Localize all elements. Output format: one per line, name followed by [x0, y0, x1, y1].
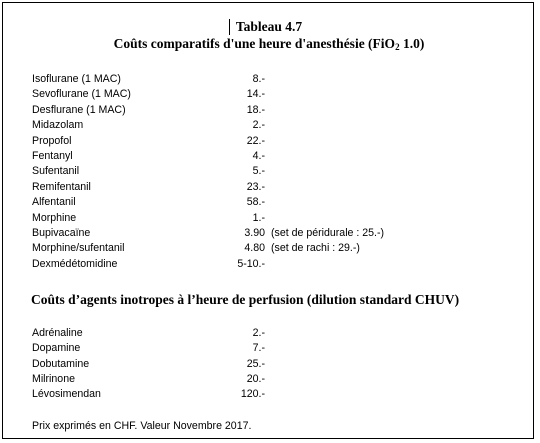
- list-item: [3, 226, 535, 241]
- list-item: [3, 134, 535, 149]
- list-item: [3, 357, 535, 372]
- list-item: [3, 372, 535, 387]
- drug-name: Alfentanil: [32, 196, 76, 209]
- drug-name: Propofol: [32, 134, 72, 147]
- list-item: [3, 241, 535, 256]
- drug-price: 2.-: [252, 119, 265, 132]
- drug-price: 23.-: [246, 180, 265, 193]
- drug-name: Isoflurane (1 MAC): [32, 73, 121, 85]
- drug-name: Dexmédétomidine: [32, 257, 118, 270]
- list-item: [3, 118, 535, 133]
- drug-name: Adrénaline: [32, 327, 83, 339]
- list-item: [3, 180, 535, 195]
- list-item: [3, 103, 535, 118]
- table-title: [3, 36, 535, 52]
- drug-price: 18.-: [246, 103, 265, 116]
- drug-name: Sufentanil: [32, 165, 80, 178]
- drug-price: 2.-: [252, 327, 265, 339]
- drug-price: 1.-: [252, 211, 265, 224]
- list-item: [3, 257, 535, 272]
- drug-name: Bupivacaïne: [32, 227, 91, 239]
- drug-price: 4.80: [244, 242, 265, 255]
- drug-name: Milrinone: [32, 372, 75, 385]
- drug-price: 8.-: [252, 73, 265, 85]
- drug-name: Desflurane (1 MAC): [32, 103, 126, 116]
- drug-price: 58.-: [246, 196, 265, 209]
- list-item: [3, 72, 535, 87]
- list-item: [3, 341, 535, 356]
- inotropes-title: Coûts d’agents inotropes à l’heure de perfusion (dilution standard CHUV): [31, 292, 460, 307]
- list-item: [3, 326, 535, 341]
- drug-name: Midazolam: [32, 119, 84, 132]
- drug-price: 25.-: [246, 357, 265, 370]
- drug-price: 7.-: [252, 342, 265, 355]
- drug-price: 4.-: [252, 150, 265, 162]
- drug-name: Morphine: [32, 211, 77, 224]
- table-frame: [2, 2, 534, 439]
- drug-price: 3.90: [244, 227, 265, 239]
- drug-price: 14.-: [246, 88, 265, 101]
- list-item: [3, 211, 535, 226]
- list-item: [3, 195, 535, 210]
- drug-price: 22.-: [246, 134, 265, 147]
- list-item: [3, 149, 535, 164]
- list-item: [3, 164, 535, 179]
- table-title-subscript: 2: [395, 42, 400, 52]
- drug-note: (set de rachi : 29.-): [271, 242, 360, 255]
- table-title-text: Coûts comparatifs d'une heure d'anesthésie (FiO: [113, 36, 396, 51]
- drug-price: 5-10.-: [237, 257, 265, 270]
- drug-price: 120.-: [240, 388, 265, 401]
- drug-name: Fentanyl: [32, 150, 73, 162]
- list-item: [3, 387, 535, 402]
- drug-name: Morphine/sufentanil: [32, 242, 125, 255]
- drug-name: Sevoflurane (1 MAC): [32, 88, 131, 101]
- table-title-suffix: 1.0): [399, 36, 425, 51]
- drug-name: Remifentanil: [32, 180, 91, 193]
- drug-name: Lévosimendan: [32, 388, 101, 401]
- list-item: [3, 87, 535, 102]
- drug-note: (set de péridurale : 25.-): [271, 227, 385, 239]
- table-number: Tableau 4.7: [235, 19, 303, 34]
- drug-price: 20.-: [246, 372, 265, 385]
- drug-name: Dopamine: [32, 342, 81, 355]
- drug-name: Dobutamine: [32, 357, 90, 370]
- drug-price: 5.-: [252, 165, 265, 178]
- price-footnote: Prix exprimés en CHF. Valeur Novembre 2017.: [32, 420, 252, 432]
